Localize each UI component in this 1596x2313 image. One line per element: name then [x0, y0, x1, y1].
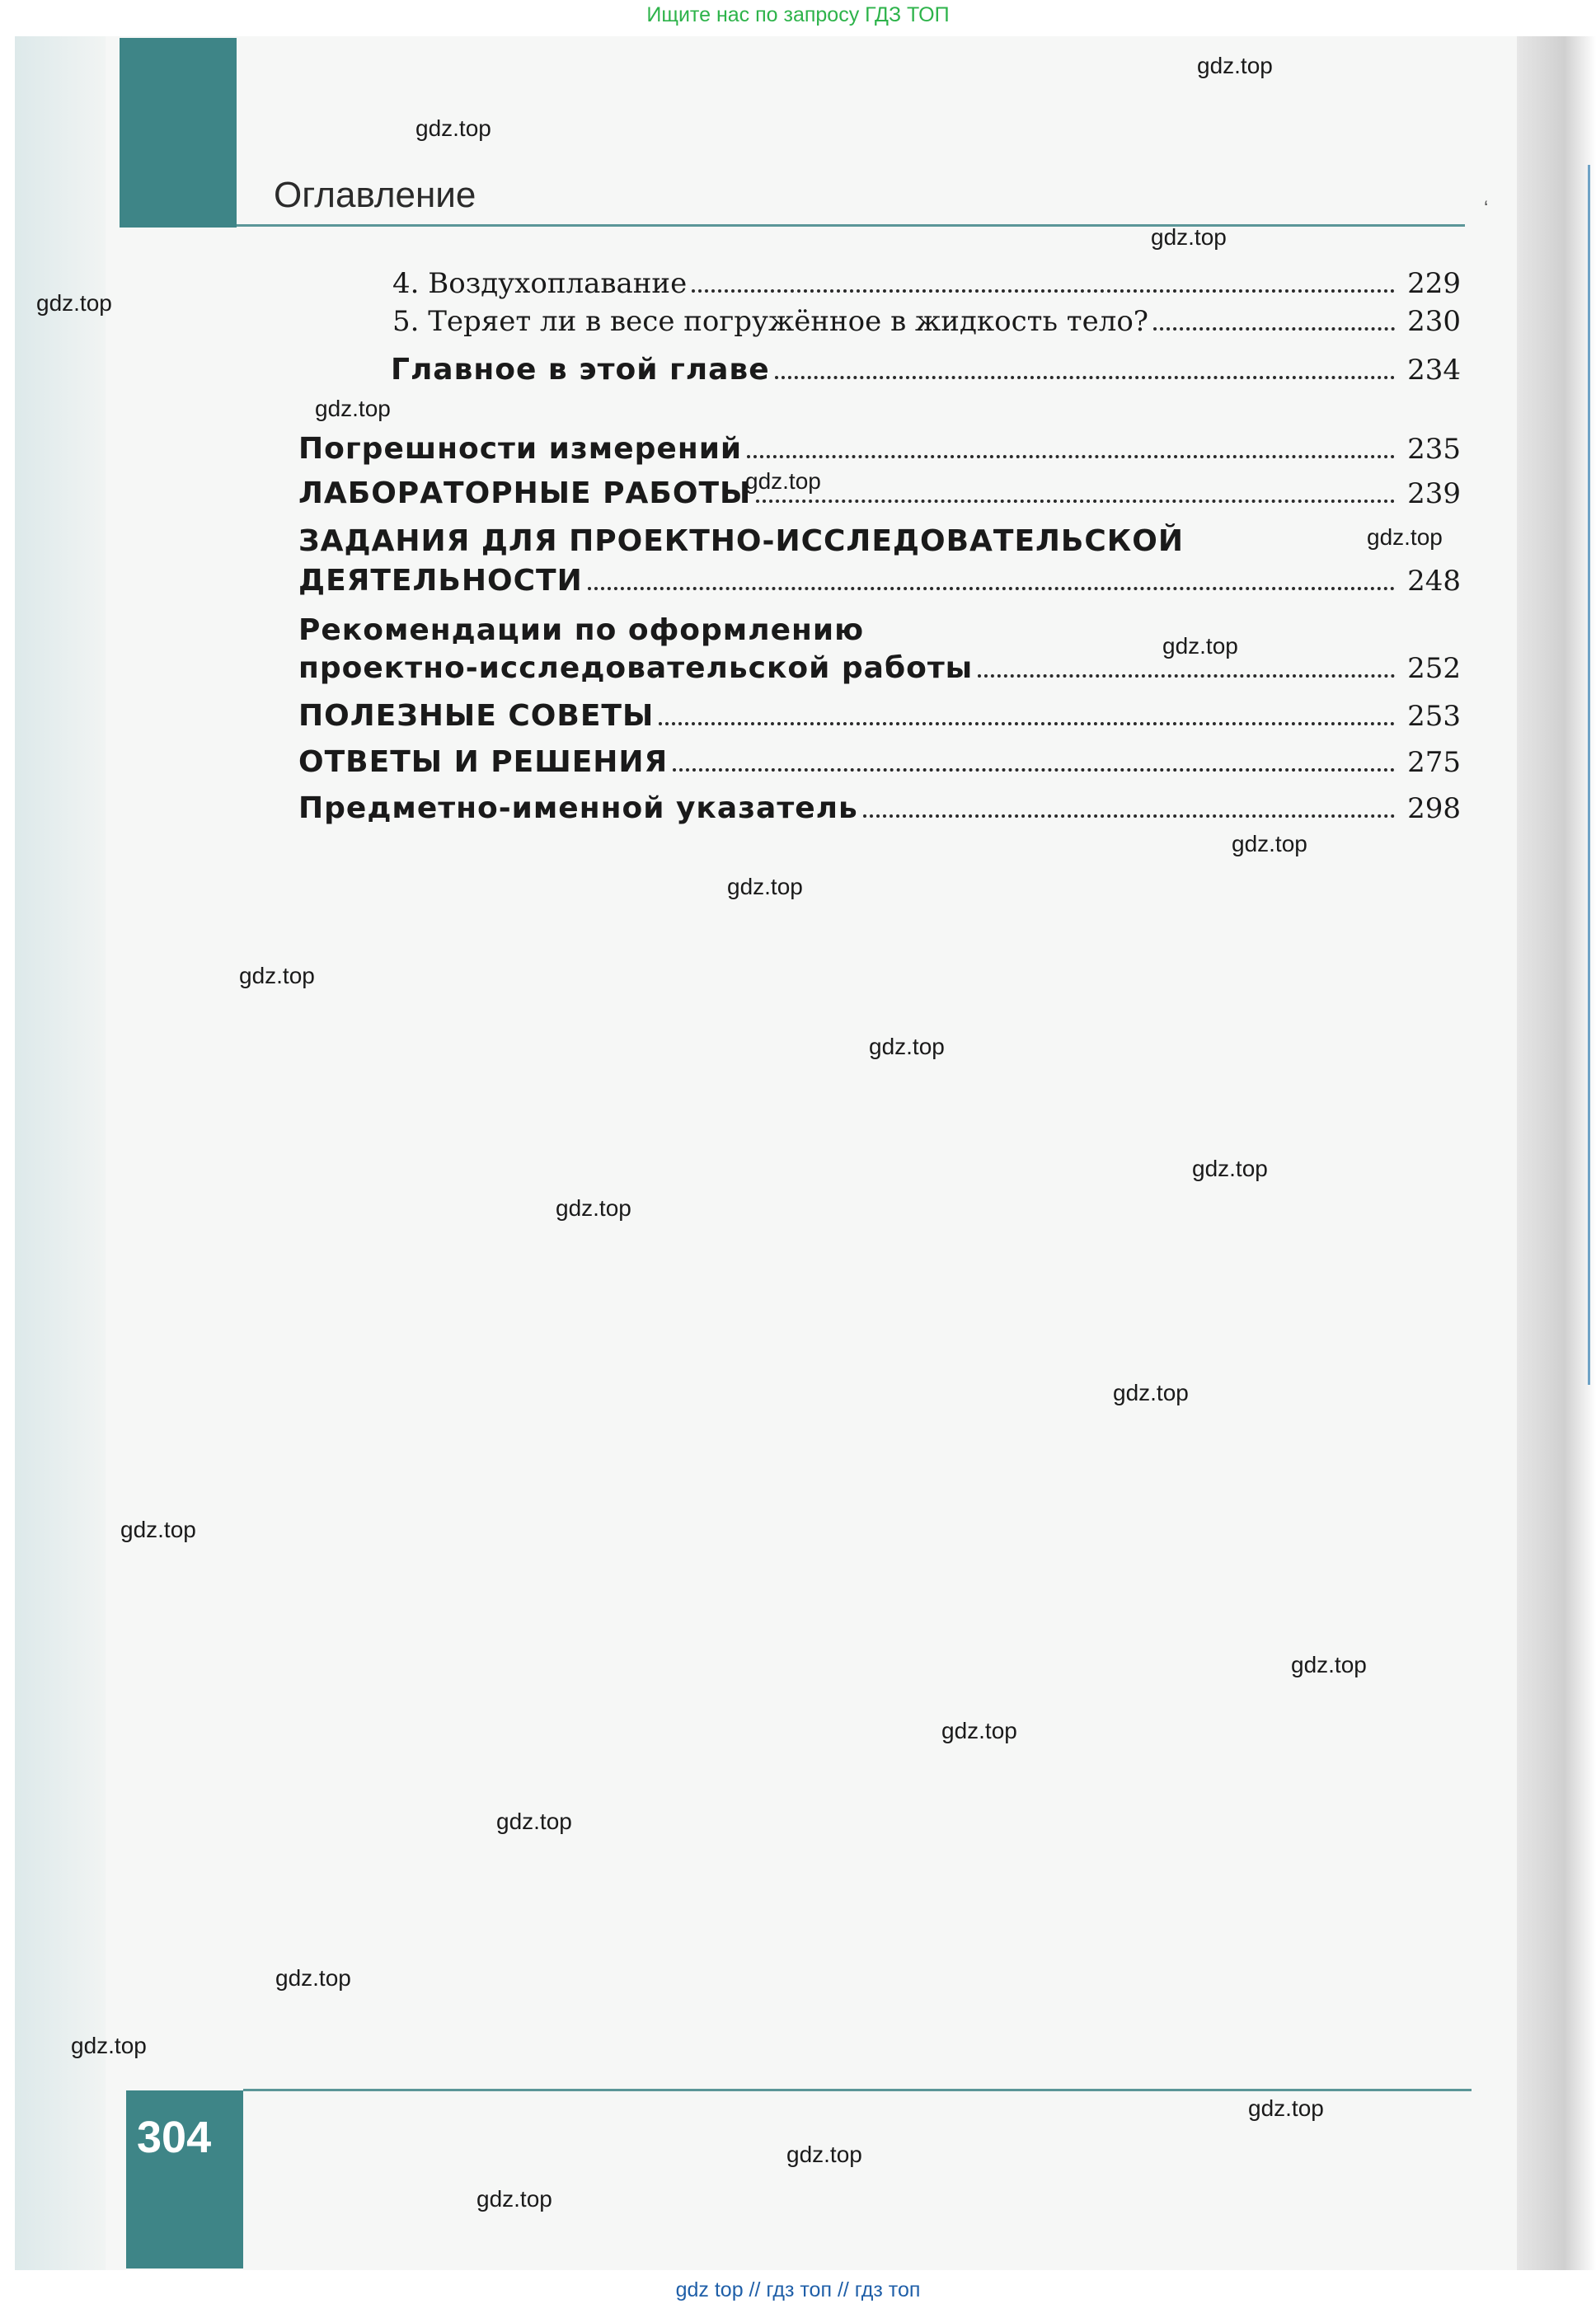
- watermark: gdz.top: [1291, 1652, 1367, 1677]
- toc-entry-label: ОТВЕТЫ И РЕШЕНИЯ: [298, 745, 669, 779]
- toc-entry-page: 230: [1407, 305, 1461, 338]
- toc-entry[interactable]: [298, 432, 1461, 472]
- watermark: gdz.top: [1197, 53, 1273, 78]
- toc-entry-page: 235: [1407, 433, 1461, 466]
- watermark: gdz.top: [476, 2186, 552, 2212]
- watermark: gdz.top: [1192, 1156, 1268, 1181]
- toc-entry-label: ЛАБОРАТОРНЫЕ РАБОТЫ: [298, 476, 752, 510]
- watermark: gdz.top: [1232, 831, 1307, 856]
- watermark: gdz.top: [786, 2142, 862, 2167]
- page-right-shadow: [1517, 36, 1596, 2270]
- toc-entry[interactable]: [298, 651, 1461, 691]
- toc-entry-page: 239: [1407, 477, 1461, 510]
- watermark: gdz.top: [1151, 224, 1227, 250]
- toc-entry-label: 5. Теряет ли в весе погружённое в жидкость тело?: [392, 305, 1149, 338]
- toc-entry-page: 234: [1407, 354, 1461, 387]
- page-number: 304: [137, 2113, 212, 2162]
- watermark: gdz.top: [315, 396, 391, 421]
- margin-mark: ʻ: [1484, 198, 1489, 220]
- toc-entry-label: Главное в этой главе: [391, 353, 770, 387]
- toc-leader-dots: [775, 376, 1395, 379]
- watermark: gdz.top: [1113, 1380, 1189, 1405]
- toc-entry-label-first-line: Рекомендации по оформлению: [298, 613, 865, 647]
- toc-leader-dots: [673, 768, 1395, 772]
- toc-leader-dots: [588, 587, 1395, 590]
- watermark: gdz.top: [415, 115, 491, 141]
- toc-leader-dots: [1153, 327, 1395, 331]
- toc-entry[interactable]: [298, 564, 1461, 603]
- toc-entry[interactable]: [298, 745, 1461, 785]
- toc-leader-dots: [978, 674, 1395, 678]
- watermark: gdz.top: [1162, 633, 1238, 659]
- toc-entry[interactable]: [298, 476, 1461, 516]
- toc-entry[interactable]: [391, 353, 1461, 392]
- toc-entry-label: Погрешности измерений: [298, 432, 743, 466]
- toc-entry-label: 4. Воздухоплавание: [392, 267, 688, 300]
- watermark: gdz.top: [1248, 2095, 1324, 2121]
- watermark: gdz.top: [120, 1517, 196, 1542]
- toc-leader-dots: [692, 289, 1395, 293]
- footer-rule: [243, 2089, 1472, 2091]
- watermark: gdz.top: [496, 1809, 572, 1834]
- watermark: gdz.top: [36, 290, 112, 316]
- page-left-tint: [15, 36, 106, 2270]
- toc-entry[interactable]: [392, 305, 1461, 345]
- toc-entry[interactable]: [298, 699, 1461, 739]
- watermark: gdz.top: [1367, 524, 1443, 550]
- toc-entry[interactable]: [298, 791, 1461, 831]
- toc-entry-page: 253: [1407, 700, 1461, 733]
- page-edge-line: [1588, 165, 1590, 1385]
- toc-entry-label: ПОЛЕЗНЫЕ СОВЕТЫ: [298, 699, 655, 733]
- toc-leader-dots: [659, 722, 1395, 725]
- toc-entry-page: 229: [1407, 267, 1461, 300]
- watermark: gdz.top: [869, 1034, 945, 1059]
- toc-entry-label-first-line: ЗАДАНИЯ ДЛЯ ПРОЕКТНО-ИССЛЕДОВАТЕЛЬСКОЙ: [298, 524, 1184, 558]
- toc-entry-label: ДЕЯТЕЛЬНОСТИ: [298, 564, 583, 598]
- watermark: gdz.top: [941, 1718, 1017, 1743]
- watermark: gdz.top: [556, 1195, 631, 1221]
- watermark: gdz.top: [71, 2033, 147, 2058]
- toc-entry-page: 275: [1407, 746, 1461, 779]
- watermark: gdz.top: [727, 874, 803, 899]
- toc-entry-page: 252: [1407, 652, 1461, 685]
- top-banner[interactable]: Ищите нас по запросу ГДЗ ТОП: [646, 3, 950, 26]
- toc-entry-page: 298: [1407, 792, 1461, 825]
- toc-entry-label: Предметно-именной указатель: [298, 791, 858, 825]
- toc-leader-dots: [756, 500, 1395, 503]
- toc-leader-dots: [863, 814, 1395, 818]
- header-color-block: [120, 38, 237, 228]
- watermark: gdz.top: [745, 468, 821, 494]
- watermark: gdz.top: [239, 963, 315, 988]
- toc-entry[interactable]: [392, 267, 1461, 307]
- toc-entry-page: 248: [1407, 565, 1461, 598]
- page-title: Оглавление: [274, 175, 476, 215]
- toc-entry-label: проектно-исследовательской работы: [298, 651, 974, 685]
- watermark: gdz.top: [275, 1965, 351, 1991]
- toc-leader-dots: [747, 455, 1395, 458]
- bottom-banner[interactable]: gdz top // гдз топ // гдз топ: [675, 2278, 921, 2301]
- header-rule: [237, 224, 1465, 227]
